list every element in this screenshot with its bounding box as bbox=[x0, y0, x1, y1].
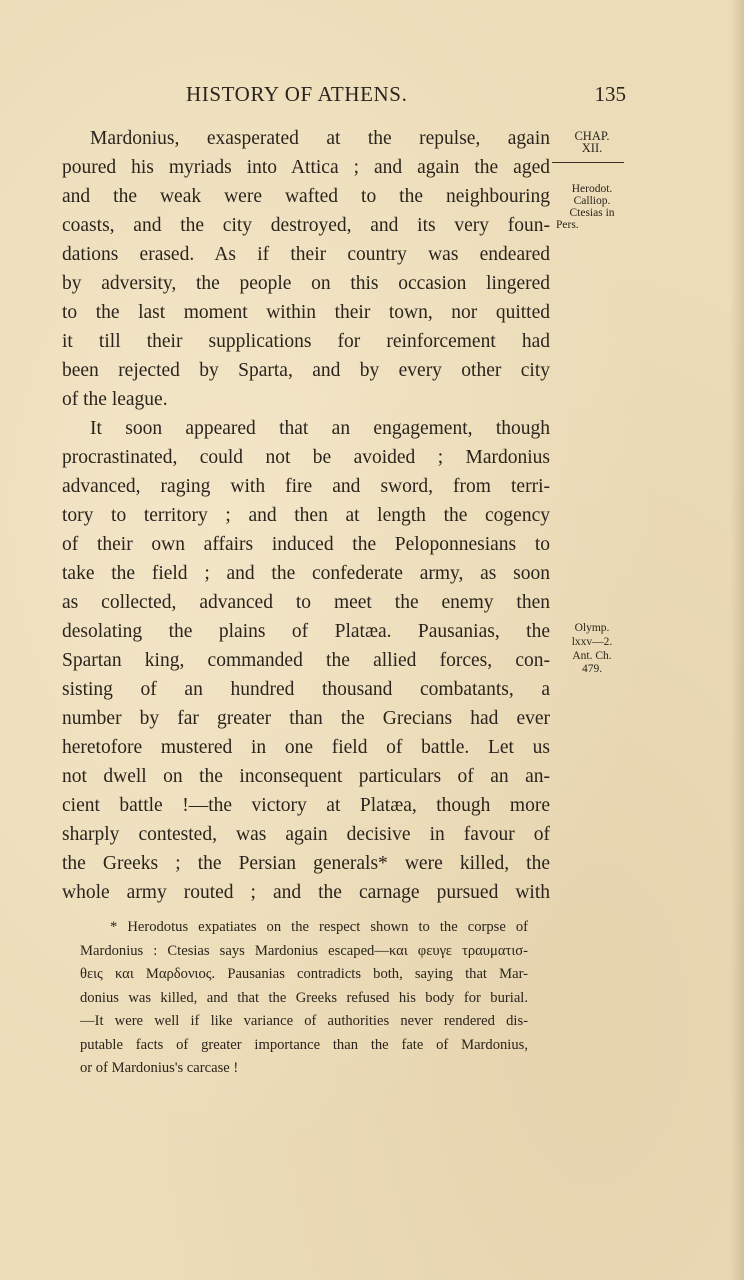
text-line: heretofore mustered in one field of battle. Let us bbox=[62, 737, 550, 758]
page-header bbox=[186, 82, 626, 112]
footnote-line: —It were well if like variance of authorities never rendered dis- bbox=[80, 1013, 528, 1029]
text-line: of their own affairs induced the Peloponnesians to bbox=[62, 534, 550, 555]
text-line: advanced, raging with fire and sword, from terri- bbox=[62, 476, 550, 497]
text-line: it till their supplications for reinforcement had bbox=[62, 331, 550, 352]
margin-note-chap: CHAP. bbox=[574, 129, 610, 143]
margin-note-source: Pers. bbox=[556, 219, 579, 231]
text-line: by adversity, the people on this occasion lingered bbox=[62, 273, 550, 294]
body-text bbox=[62, 124, 550, 907]
footnote-line: θεις και Μαρδονιος. Pausanias contradicts both, saying that Mar- bbox=[80, 966, 528, 982]
text-line: cient battle !—the victory at Platæa, though more bbox=[62, 795, 550, 816]
footnote-line: Mardonius : Ctesias says Mardonius escaped—και φευγε τραυματισ- bbox=[80, 942, 528, 959]
footnotes bbox=[80, 916, 528, 1081]
text-line: to the last moment within their town, nor quitted bbox=[62, 302, 550, 323]
margin-note-olympiad: lxxv—2. bbox=[571, 636, 613, 648]
text-line: sisting of an hundred thousand combatants, a bbox=[62, 679, 550, 700]
page-edge-shadow bbox=[730, 0, 744, 1280]
text-line: sharply contested, was again decisive in favour of bbox=[62, 824, 550, 845]
text-line: poured his myriads into Attica ; and again the aged bbox=[62, 157, 550, 178]
text-line: dations erased. As if their country was endeared bbox=[62, 244, 550, 265]
margin-note-chap-number: XII. bbox=[581, 141, 603, 155]
text-line: It soon appeared that an engagement, though bbox=[90, 418, 550, 439]
text-line: not dwell on the inconsequent particulars of an an- bbox=[62, 766, 550, 787]
chapter-rule bbox=[552, 162, 624, 163]
margin-note-source: Ctesias in bbox=[569, 207, 615, 219]
text-line: tory to territory ; and then at length the cogency bbox=[62, 505, 550, 526]
text-line: number by far greater than the Grecians had ever bbox=[62, 708, 550, 729]
margin-note-source: Calliop. bbox=[573, 195, 611, 207]
text-line: as collected, advanced to meet the enemy then bbox=[62, 592, 550, 613]
footnote-line: putable facts of greater importance than the fate of Mardonius, bbox=[80, 1036, 528, 1053]
text-line: Spartan king, commanded the allied forces, con- bbox=[62, 650, 550, 671]
text-line: been rejected by Sparta, and by every other city bbox=[62, 360, 550, 381]
footnote-line: * Herodotus expatiates on the respect shown to the corpse of bbox=[110, 919, 528, 935]
text-line: desolating the plains of Platæa. Pausanias, the bbox=[62, 621, 550, 642]
text-line: take the field ; and the confederate army, as soon bbox=[62, 563, 550, 584]
margin-note-source: Herodot. bbox=[571, 183, 613, 195]
running-head: HISTORY OF ATHENS. bbox=[186, 82, 408, 106]
margin-note-date: 479. bbox=[581, 663, 603, 675]
text-line: of the league. bbox=[62, 389, 168, 410]
margin-note-date: Ant. Ch. bbox=[572, 650, 612, 662]
text-line: and the weak were wafted to the neighbouring bbox=[62, 186, 550, 207]
text-line: whole army routed ; and the carnage pursued with bbox=[62, 882, 550, 903]
text-line: Mardonius, exasperated at the repulse, again bbox=[90, 128, 550, 149]
text-line: procrastinated, could not be avoided ; Mardonius bbox=[62, 447, 550, 468]
footnote-line: or of Mardonius's carcase ! bbox=[80, 1060, 239, 1076]
footnote-line: donius was killed, and that the Greeks refused his body for burial. bbox=[80, 989, 528, 1006]
text-line: coasts, and the city destroyed, and its very foun- bbox=[62, 215, 550, 236]
page-number: 135 bbox=[594, 82, 626, 106]
text-line: the Greeks ; the Persian generals* were killed, the bbox=[62, 853, 550, 874]
margin-note-olympiad: Olymp. bbox=[574, 622, 610, 634]
